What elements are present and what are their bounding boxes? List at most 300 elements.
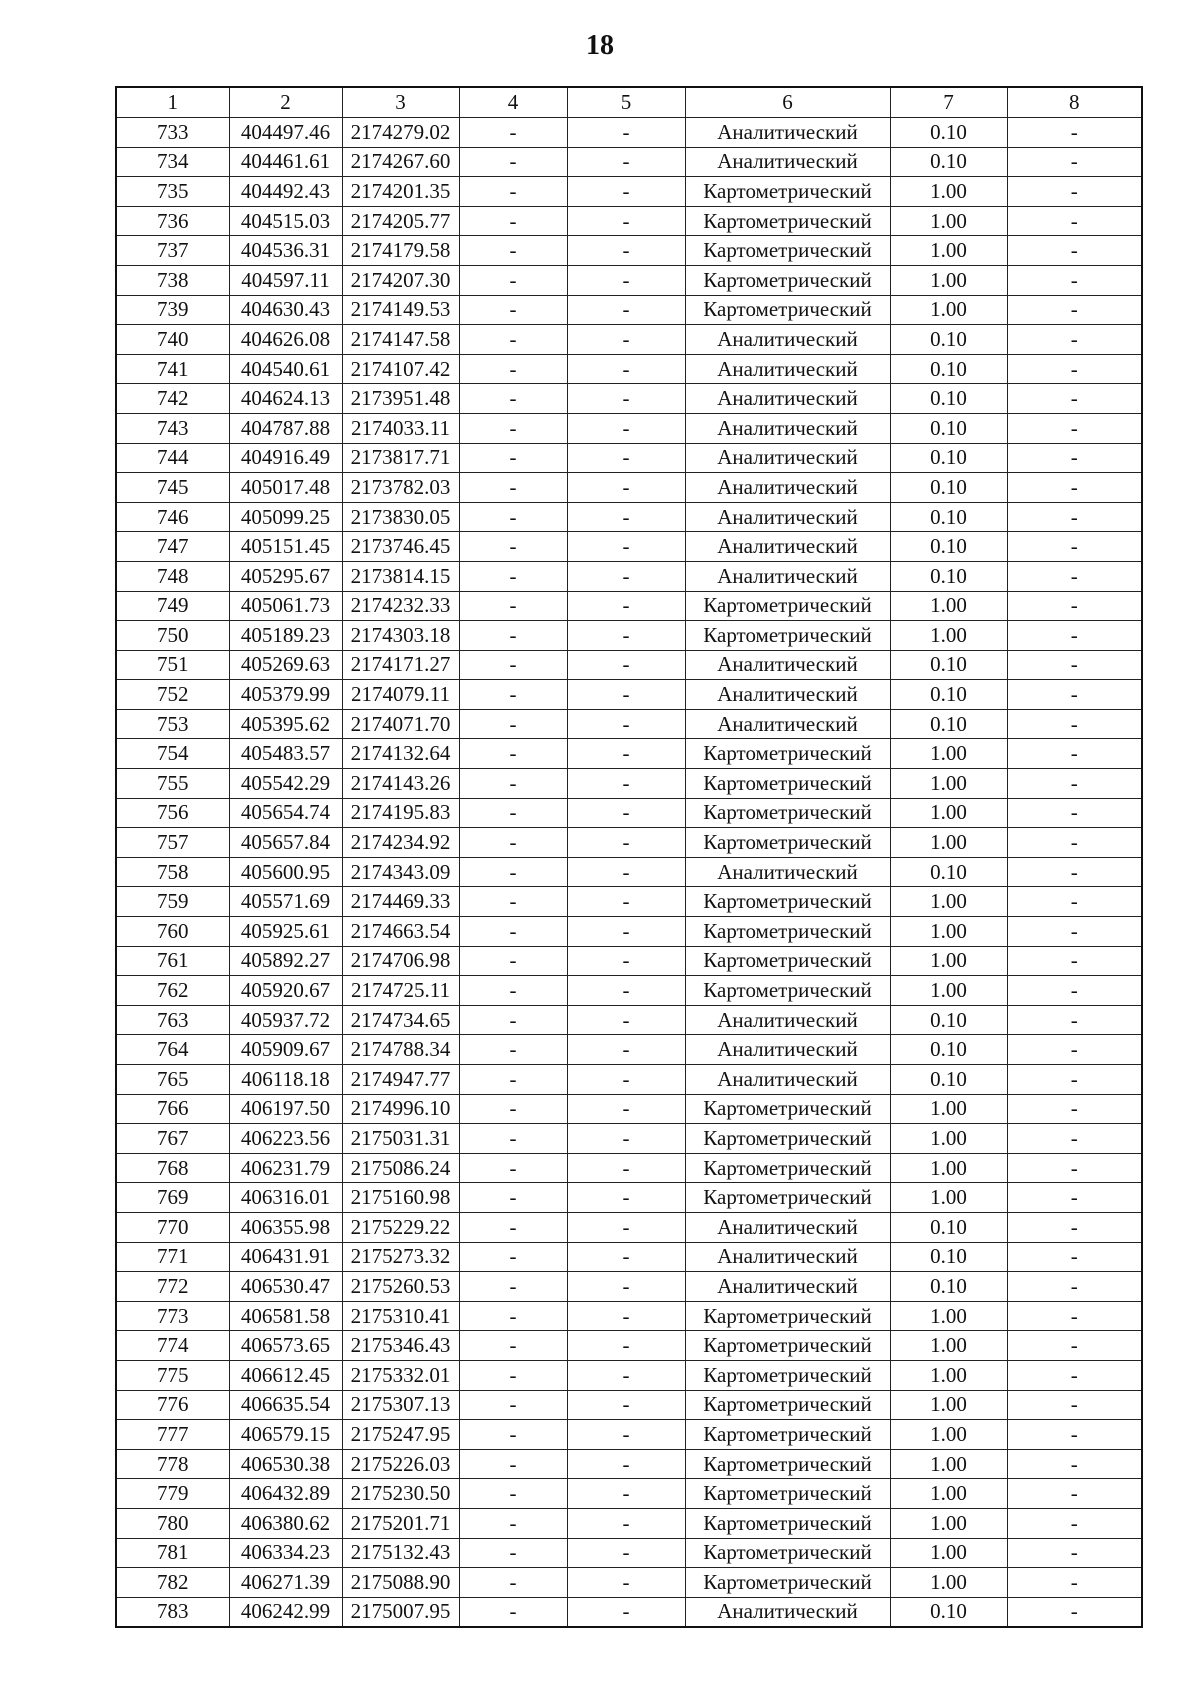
y-coordinate-cell: 2174195.83 xyxy=(342,798,459,828)
point-number-cell: 750 xyxy=(116,621,229,651)
column-4-cell: - xyxy=(459,177,567,207)
accuracy-cell: 1.00 xyxy=(890,1420,1007,1450)
column-4-cell: - xyxy=(459,621,567,651)
point-number-cell: 733 xyxy=(116,118,229,148)
column-8-cell: - xyxy=(1007,857,1142,887)
column-8-cell: - xyxy=(1007,1183,1142,1213)
y-coordinate-cell: 2174201.35 xyxy=(342,177,459,207)
table-header xyxy=(116,87,1142,118)
point-number-cell: 753 xyxy=(116,709,229,739)
method-cell: Аналитический xyxy=(685,680,890,710)
point-number-cell: 769 xyxy=(116,1183,229,1213)
method-cell: Картометрический xyxy=(685,769,890,799)
y-coordinate-cell: 2174234.92 xyxy=(342,828,459,858)
method-cell: Аналитический xyxy=(685,1065,890,1095)
column-8-cell: - xyxy=(1007,769,1142,799)
x-coordinate-cell: 406223.56 xyxy=(229,1124,342,1154)
column-5-cell: - xyxy=(567,591,685,621)
point-number-cell: 772 xyxy=(116,1272,229,1302)
column-8-cell: - xyxy=(1007,325,1142,355)
accuracy-cell: 1.00 xyxy=(890,1094,1007,1124)
y-coordinate-cell: 2173814.15 xyxy=(342,561,459,591)
accuracy-cell: 0.10 xyxy=(890,384,1007,414)
accuracy-cell: 1.00 xyxy=(890,1331,1007,1361)
accuracy-cell: 0.10 xyxy=(890,857,1007,887)
column-8-cell: - xyxy=(1007,147,1142,177)
method-cell: Картометрический xyxy=(685,1124,890,1154)
x-coordinate-cell: 405395.62 xyxy=(229,709,342,739)
column-4-cell: - xyxy=(459,1449,567,1479)
column-4-cell: - xyxy=(459,1272,567,1302)
column-4-cell: - xyxy=(459,1301,567,1331)
y-coordinate-cell: 2174469.33 xyxy=(342,887,459,917)
column-header: 4 xyxy=(459,87,567,118)
column-8-cell: - xyxy=(1007,1390,1142,1420)
column-5-cell: - xyxy=(567,1212,685,1242)
method-cell: Картометрический xyxy=(685,1538,890,1568)
y-coordinate-cell: 2174343.09 xyxy=(342,857,459,887)
column-5-cell: - xyxy=(567,1035,685,1065)
column-5-cell: - xyxy=(567,502,685,532)
x-coordinate-cell: 405892.27 xyxy=(229,946,342,976)
page-number: 18 xyxy=(586,30,614,61)
y-coordinate-cell: 2175086.24 xyxy=(342,1153,459,1183)
x-coordinate-cell: 404497.46 xyxy=(229,118,342,148)
x-coordinate-cell: 405189.23 xyxy=(229,621,342,651)
column-4-cell: - xyxy=(459,1153,567,1183)
method-cell: Аналитический xyxy=(685,1597,890,1627)
y-coordinate-cell: 2173782.03 xyxy=(342,473,459,503)
column-8-cell: - xyxy=(1007,177,1142,207)
column-8-cell: - xyxy=(1007,206,1142,236)
method-cell: Аналитический xyxy=(685,502,890,532)
table-row xyxy=(116,917,1142,947)
column-5-cell: - xyxy=(567,1508,685,1538)
table-row xyxy=(116,1065,1142,1095)
x-coordinate-cell: 404597.11 xyxy=(229,265,342,295)
column-4-cell: - xyxy=(459,1094,567,1124)
y-coordinate-cell: 2174071.70 xyxy=(342,709,459,739)
x-coordinate-cell: 405542.29 xyxy=(229,769,342,799)
accuracy-cell: 0.10 xyxy=(890,680,1007,710)
accuracy-cell: 0.10 xyxy=(890,354,1007,384)
column-header: 6 xyxy=(685,87,890,118)
table-row xyxy=(116,946,1142,976)
column-4-cell: - xyxy=(459,118,567,148)
table-row xyxy=(116,1035,1142,1065)
column-4-cell: - xyxy=(459,1538,567,1568)
column-5-cell: - xyxy=(567,206,685,236)
column-8-cell: - xyxy=(1007,1479,1142,1509)
column-header: 7 xyxy=(890,87,1007,118)
method-cell: Картометрический xyxy=(685,1094,890,1124)
column-8-cell: - xyxy=(1007,1094,1142,1124)
column-8-cell: - xyxy=(1007,680,1142,710)
point-number-cell: 764 xyxy=(116,1035,229,1065)
column-5-cell: - xyxy=(567,798,685,828)
column-8-cell: - xyxy=(1007,1508,1142,1538)
column-4-cell: - xyxy=(459,502,567,532)
point-number-cell: 783 xyxy=(116,1597,229,1627)
accuracy-cell: 1.00 xyxy=(890,1153,1007,1183)
table-row xyxy=(116,976,1142,1006)
table-row xyxy=(116,1212,1142,1242)
column-5-cell: - xyxy=(567,1183,685,1213)
column-5-cell: - xyxy=(567,325,685,355)
point-number-cell: 776 xyxy=(116,1390,229,1420)
y-coordinate-cell: 2174147.58 xyxy=(342,325,459,355)
point-number-cell: 755 xyxy=(116,769,229,799)
column-4-cell: - xyxy=(459,265,567,295)
method-cell: Аналитический xyxy=(685,443,890,473)
table-row xyxy=(116,1094,1142,1124)
y-coordinate-cell: 2174734.65 xyxy=(342,1005,459,1035)
point-number-cell: 744 xyxy=(116,443,229,473)
column-8-cell: - xyxy=(1007,1065,1142,1095)
method-cell: Аналитический xyxy=(685,1035,890,1065)
column-5-cell: - xyxy=(567,1449,685,1479)
table-row xyxy=(116,325,1142,355)
x-coordinate-cell: 406530.47 xyxy=(229,1272,342,1302)
y-coordinate-cell: 2174143.26 xyxy=(342,769,459,799)
point-number-cell: 754 xyxy=(116,739,229,769)
accuracy-cell: 0.10 xyxy=(890,650,1007,680)
column-5-cell: - xyxy=(567,1331,685,1361)
accuracy-cell: 1.00 xyxy=(890,1449,1007,1479)
column-4-cell: - xyxy=(459,1065,567,1095)
method-cell: Аналитический xyxy=(685,147,890,177)
table-row xyxy=(116,561,1142,591)
table-row xyxy=(116,1597,1142,1627)
point-number-cell: 752 xyxy=(116,680,229,710)
point-number-cell: 757 xyxy=(116,828,229,858)
method-cell: Картометрический xyxy=(685,946,890,976)
table-row xyxy=(116,1479,1142,1509)
column-8-cell: - xyxy=(1007,1242,1142,1272)
method-cell: Аналитический xyxy=(685,857,890,887)
table-row xyxy=(116,1508,1142,1538)
accuracy-cell: 1.00 xyxy=(890,1479,1007,1509)
accuracy-cell: 1.00 xyxy=(890,591,1007,621)
table-row xyxy=(116,857,1142,887)
column-8-cell: - xyxy=(1007,1153,1142,1183)
point-number-cell: 770 xyxy=(116,1212,229,1242)
column-5-cell: - xyxy=(567,946,685,976)
y-coordinate-cell: 2173951.48 xyxy=(342,384,459,414)
x-coordinate-cell: 406612.45 xyxy=(229,1360,342,1390)
column-4-cell: - xyxy=(459,709,567,739)
y-coordinate-cell: 2175273.32 xyxy=(342,1242,459,1272)
column-4-cell: - xyxy=(459,1568,567,1598)
column-4-cell: - xyxy=(459,976,567,1006)
x-coordinate-cell: 406355.98 xyxy=(229,1212,342,1242)
column-5-cell: - xyxy=(567,917,685,947)
x-coordinate-cell: 404787.88 xyxy=(229,413,342,443)
column-8-cell: - xyxy=(1007,1538,1142,1568)
x-coordinate-cell: 405151.45 xyxy=(229,532,342,562)
x-coordinate-cell: 405269.63 xyxy=(229,650,342,680)
column-5-cell: - xyxy=(567,1065,685,1095)
y-coordinate-cell: 2175007.95 xyxy=(342,1597,459,1627)
method-cell: Аналитический xyxy=(685,650,890,680)
method-cell: Аналитический xyxy=(685,1212,890,1242)
column-8-cell: - xyxy=(1007,118,1142,148)
method-cell: Картометрический xyxy=(685,1331,890,1361)
table-row xyxy=(116,1360,1142,1390)
point-number-cell: 742 xyxy=(116,384,229,414)
column-8-cell: - xyxy=(1007,1272,1142,1302)
y-coordinate-cell: 2174207.30 xyxy=(342,265,459,295)
y-coordinate-cell: 2174267.60 xyxy=(342,147,459,177)
method-cell: Аналитический xyxy=(685,561,890,591)
column-4-cell: - xyxy=(459,769,567,799)
x-coordinate-cell: 406197.50 xyxy=(229,1094,342,1124)
table-row xyxy=(116,1005,1142,1035)
column-5-cell: - xyxy=(567,413,685,443)
column-4-cell: - xyxy=(459,591,567,621)
table-row xyxy=(116,147,1142,177)
accuracy-cell: 1.00 xyxy=(890,828,1007,858)
point-number-cell: 735 xyxy=(116,177,229,207)
method-cell: Картометрический xyxy=(685,295,890,325)
column-5-cell: - xyxy=(567,887,685,917)
x-coordinate-cell: 405295.67 xyxy=(229,561,342,591)
x-coordinate-cell: 405925.61 xyxy=(229,917,342,947)
y-coordinate-cell: 2175230.50 xyxy=(342,1479,459,1509)
column-4-cell: - xyxy=(459,1035,567,1065)
column-4-cell: - xyxy=(459,739,567,769)
column-5-cell: - xyxy=(567,1005,685,1035)
y-coordinate-cell: 2175260.53 xyxy=(342,1272,459,1302)
accuracy-cell: 0.10 xyxy=(890,1212,1007,1242)
point-number-cell: 760 xyxy=(116,917,229,947)
column-8-cell: - xyxy=(1007,887,1142,917)
accuracy-cell: 1.00 xyxy=(890,1183,1007,1213)
table-row xyxy=(116,1331,1142,1361)
accuracy-cell: 1.00 xyxy=(890,946,1007,976)
column-8-cell: - xyxy=(1007,1124,1142,1154)
table-row xyxy=(116,354,1142,384)
y-coordinate-cell: 2175226.03 xyxy=(342,1449,459,1479)
column-8-cell: - xyxy=(1007,384,1142,414)
column-4-cell: - xyxy=(459,1331,567,1361)
point-number-cell: 767 xyxy=(116,1124,229,1154)
x-coordinate-cell: 406380.62 xyxy=(229,1508,342,1538)
table-row xyxy=(116,1272,1142,1302)
table-row xyxy=(116,473,1142,503)
y-coordinate-cell: 2174279.02 xyxy=(342,118,459,148)
column-4-cell: - xyxy=(459,1360,567,1390)
method-cell: Картометрический xyxy=(685,1153,890,1183)
point-number-cell: 747 xyxy=(116,532,229,562)
x-coordinate-cell: 405017.48 xyxy=(229,473,342,503)
column-5-cell: - xyxy=(567,1390,685,1420)
x-coordinate-cell: 406271.39 xyxy=(229,1568,342,1598)
column-5-cell: - xyxy=(567,709,685,739)
column-4-cell: - xyxy=(459,1390,567,1420)
column-5-cell: - xyxy=(567,1301,685,1331)
point-number-cell: 768 xyxy=(116,1153,229,1183)
table-row xyxy=(116,1420,1142,1450)
table-row xyxy=(116,798,1142,828)
accuracy-cell: 0.10 xyxy=(890,709,1007,739)
table-row xyxy=(116,1242,1142,1272)
table-row xyxy=(116,443,1142,473)
column-5-cell: - xyxy=(567,1153,685,1183)
column-8-cell: - xyxy=(1007,1331,1142,1361)
accuracy-cell: 1.00 xyxy=(890,295,1007,325)
y-coordinate-cell: 2174947.77 xyxy=(342,1065,459,1095)
column-5-cell: - xyxy=(567,857,685,887)
x-coordinate-cell: 406573.65 xyxy=(229,1331,342,1361)
column-4-cell: - xyxy=(459,917,567,947)
column-4-cell: - xyxy=(459,384,567,414)
point-number-cell: 738 xyxy=(116,265,229,295)
point-number-cell: 763 xyxy=(116,1005,229,1035)
point-number-cell: 740 xyxy=(116,325,229,355)
accuracy-cell: 0.10 xyxy=(890,147,1007,177)
point-number-cell: 778 xyxy=(116,1449,229,1479)
x-coordinate-cell: 405483.57 xyxy=(229,739,342,769)
column-header: 8 xyxy=(1007,87,1142,118)
y-coordinate-cell: 2175332.01 xyxy=(342,1360,459,1390)
column-4-cell: - xyxy=(459,1242,567,1272)
table-row xyxy=(116,769,1142,799)
column-8-cell: - xyxy=(1007,413,1142,443)
accuracy-cell: 0.10 xyxy=(890,325,1007,355)
method-cell: Картометрический xyxy=(685,828,890,858)
column-5-cell: - xyxy=(567,739,685,769)
y-coordinate-cell: 2175307.13 xyxy=(342,1390,459,1420)
y-coordinate-cell: 2174663.54 xyxy=(342,917,459,947)
method-cell: Картометрический xyxy=(685,1301,890,1331)
y-coordinate-cell: 2174033.11 xyxy=(342,413,459,443)
column-4-cell: - xyxy=(459,325,567,355)
table-row xyxy=(116,295,1142,325)
y-coordinate-cell: 2175201.71 xyxy=(342,1508,459,1538)
table-row xyxy=(116,206,1142,236)
table-row xyxy=(116,532,1142,562)
y-coordinate-cell: 2175132.43 xyxy=(342,1538,459,1568)
table-row xyxy=(116,1568,1142,1598)
column-8-cell: - xyxy=(1007,946,1142,976)
y-coordinate-cell: 2173746.45 xyxy=(342,532,459,562)
point-number-cell: 756 xyxy=(116,798,229,828)
y-coordinate-cell: 2173817.71 xyxy=(342,443,459,473)
column-5-cell: - xyxy=(567,1242,685,1272)
x-coordinate-cell: 405571.69 xyxy=(229,887,342,917)
y-coordinate-cell: 2174706.98 xyxy=(342,946,459,976)
accuracy-cell: 0.10 xyxy=(890,1005,1007,1035)
point-number-cell: 759 xyxy=(116,887,229,917)
column-8-cell: - xyxy=(1007,295,1142,325)
table-row xyxy=(116,118,1142,148)
column-5-cell: - xyxy=(567,118,685,148)
accuracy-cell: 1.00 xyxy=(890,798,1007,828)
column-5-cell: - xyxy=(567,177,685,207)
column-5-cell: - xyxy=(567,473,685,503)
accuracy-cell: 1.00 xyxy=(890,887,1007,917)
column-8-cell: - xyxy=(1007,502,1142,532)
table-row xyxy=(116,739,1142,769)
table-row xyxy=(116,413,1142,443)
column-5-cell: - xyxy=(567,1538,685,1568)
accuracy-cell: 1.00 xyxy=(890,976,1007,1006)
method-cell: Картометрический xyxy=(685,265,890,295)
table-row xyxy=(116,1538,1142,1568)
y-coordinate-cell: 2174179.58 xyxy=(342,236,459,266)
column-5-cell: - xyxy=(567,1360,685,1390)
column-4-cell: - xyxy=(459,561,567,591)
x-coordinate-cell: 405099.25 xyxy=(229,502,342,532)
table-row xyxy=(116,1390,1142,1420)
table-row xyxy=(116,1301,1142,1331)
y-coordinate-cell: 2175088.90 xyxy=(342,1568,459,1598)
column-8-cell: - xyxy=(1007,443,1142,473)
accuracy-cell: 0.10 xyxy=(890,1242,1007,1272)
method-cell: Картометрический xyxy=(685,1508,890,1538)
y-coordinate-cell: 2173830.05 xyxy=(342,502,459,532)
column-8-cell: - xyxy=(1007,828,1142,858)
column-4-cell: - xyxy=(459,1005,567,1035)
column-8-cell: - xyxy=(1007,739,1142,769)
y-coordinate-cell: 2175160.98 xyxy=(342,1183,459,1213)
table-row xyxy=(116,1449,1142,1479)
point-number-cell: 743 xyxy=(116,413,229,443)
y-coordinate-cell: 2175346.43 xyxy=(342,1331,459,1361)
accuracy-cell: 0.10 xyxy=(890,118,1007,148)
column-4-cell: - xyxy=(459,236,567,266)
column-8-cell: - xyxy=(1007,473,1142,503)
accuracy-cell: 0.10 xyxy=(890,443,1007,473)
x-coordinate-cell: 404626.08 xyxy=(229,325,342,355)
column-4-cell: - xyxy=(459,1597,567,1627)
x-coordinate-cell: 404624.13 xyxy=(229,384,342,414)
y-coordinate-cell: 2174171.27 xyxy=(342,650,459,680)
x-coordinate-cell: 406431.91 xyxy=(229,1242,342,1272)
table-row xyxy=(116,650,1142,680)
point-number-cell: 777 xyxy=(116,1420,229,1450)
column-5-cell: - xyxy=(567,1094,685,1124)
accuracy-cell: 1.00 xyxy=(890,917,1007,947)
column-8-cell: - xyxy=(1007,1420,1142,1450)
column-5-cell: - xyxy=(567,1420,685,1450)
point-number-cell: 749 xyxy=(116,591,229,621)
column-8-cell: - xyxy=(1007,1360,1142,1390)
x-coordinate-cell: 404536.31 xyxy=(229,236,342,266)
y-coordinate-cell: 2174232.33 xyxy=(342,591,459,621)
method-cell: Картометрический xyxy=(685,177,890,207)
accuracy-cell: 1.00 xyxy=(890,1124,1007,1154)
method-cell: Картометрический xyxy=(685,798,890,828)
column-4-cell: - xyxy=(459,473,567,503)
table-body xyxy=(116,118,1142,1628)
x-coordinate-cell: 404492.43 xyxy=(229,177,342,207)
x-coordinate-cell: 406242.99 xyxy=(229,1597,342,1627)
x-coordinate-cell: 405654.74 xyxy=(229,798,342,828)
y-coordinate-cell: 2175229.22 xyxy=(342,1212,459,1242)
column-4-cell: - xyxy=(459,1420,567,1450)
method-cell: Аналитический xyxy=(685,1272,890,1302)
point-number-cell: 739 xyxy=(116,295,229,325)
accuracy-cell: 0.10 xyxy=(890,1272,1007,1302)
column-4-cell: - xyxy=(459,946,567,976)
column-5-cell: - xyxy=(567,1124,685,1154)
column-4-cell: - xyxy=(459,1183,567,1213)
method-cell: Картометрический xyxy=(685,1449,890,1479)
accuracy-cell: 1.00 xyxy=(890,1538,1007,1568)
column-header: 1 xyxy=(116,87,229,118)
